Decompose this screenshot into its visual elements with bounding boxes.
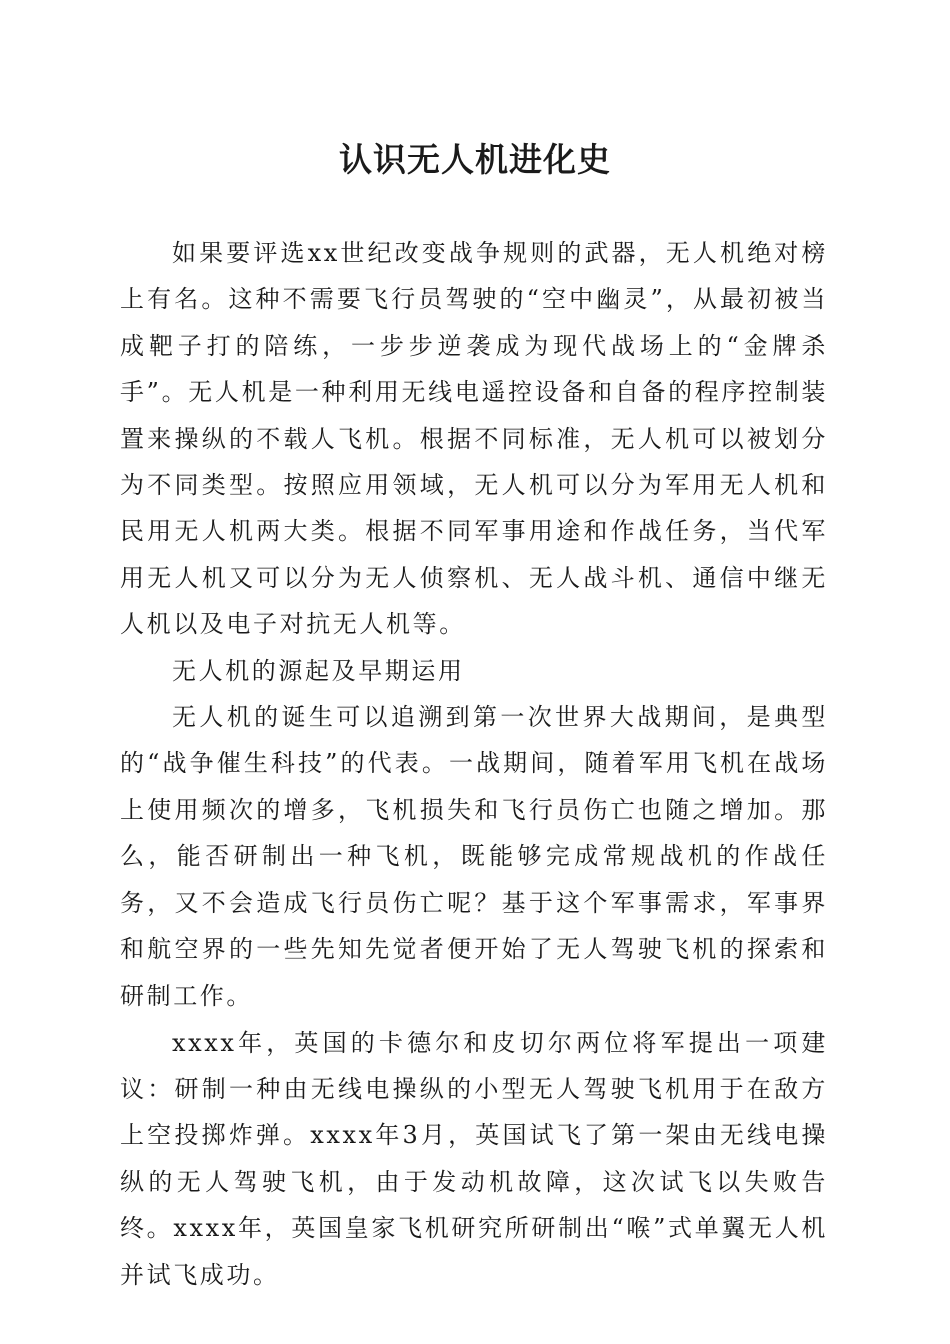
paragraph-ww1-origin: 无人机的诞生可以追溯到第一次世界大战期间，是典型的“战争催生科技”的代表。一战期间，随着军用飞机在战场上使用频次的增多，飞机损失和飞行员伤亡也随之增加。那么，能否研制出一种飞机，既能够完成常规战机的作战任务，又不会造成飞行员伤亡呢？基于这个军事需求，军事界和航空界的一些先知先觉者便开始了无人驾驶飞机的探索和研制工作。 — [120, 703, 828, 1010]
section-heading-origin: 无人机的源起及早期运用 — [172, 656, 465, 685]
paragraph-intro: 如果要评选xx世纪改变战争规则的武器，无人机绝对榜上有名。这种不需要飞行员驾驶的“空中幽灵”，从最初被当成靶子打的陪练，一步步逆袭成为现代战场上的“金牌杀手”。无人机是一种利用无线电遥控设备和自备的程序控制装置来操纵的不载人飞机。根据不同标准，无人机可以被划分为不同类型。按照应用领域，无人机可以分为军用无人机和民用无人机两大类。根据不同军事用途和作战任务，当代军用无人机又可以分为无人侦察机、无人战斗机、通信中继无人机以及电子对抗无人机等。 — [120, 239, 828, 639]
document-body — [120, 230, 828, 1298]
paragraph-uk-development: xxxx年，英国的卡德尔和皮切尔两位将军提出一项建议：研制一种由无线电操纵的小型无人驾驶飞机用于在敌方上空投掷炸弹。xxxx年3月，英国试飞了第一架由无线电操纵的无人驾驶飞机，由于发动机故障，这次试飞以失败告终。xxxx年，英国皇家飞机研究所研制出“喉”式单翼无人机并试飞成功。 — [120, 1028, 828, 1289]
document-title: 认识无人机进化史 — [339, 140, 611, 179]
